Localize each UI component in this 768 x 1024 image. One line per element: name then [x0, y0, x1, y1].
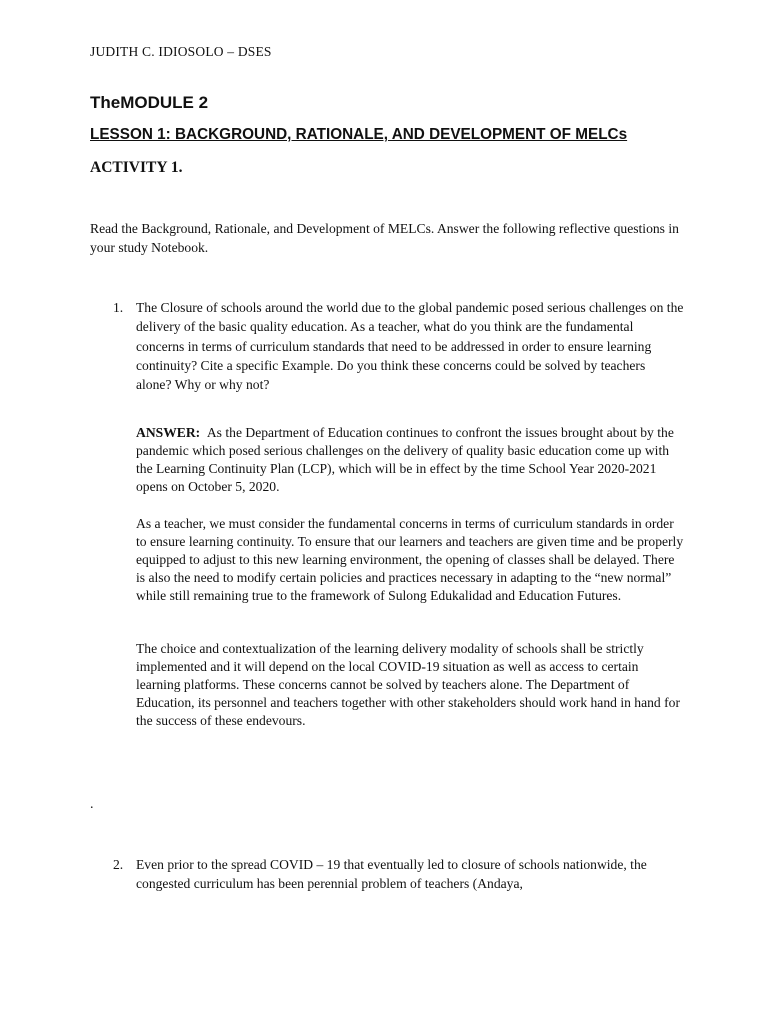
instructions-paragraph: Read the Background, Rationale, and Development of MELCs. Answer the following reflective questions in your study Notebook. — [90, 221, 679, 255]
answer-paragraph: The choice and contextualization of the learning delivery modality of schools shall be strictly implemented and it will depend on the local COVID-19 situation as well as access to certain learning platforms. These concerns cannot be solved by teachers alone. The Department of Education, its personnel and teachers together with other stakeholders should work hand in hand for the success of these endevours. — [136, 641, 680, 728]
author-header: JUDITH C. IDIOSOLO – DSES — [90, 44, 272, 59]
answer-label: ANSWER: — [136, 425, 201, 440]
answer-paragraph: As a teacher, we must consider the fundamental concerns in terms of curriculum standards in order to ensure learning continuity. To ensure that our learners and teachers are given time and be properly equipped to adjust to this new learning environment, the opening of classes shall be delayed. There is also the need to modify certain policies and practices necessary in adapting to the “new normal” while still remaining true to the framework of Sulong Edukalidad and Education Futures. — [136, 516, 684, 603]
question-number: 2. — [113, 857, 124, 872]
question-text: The Closure of schools around the world due to the global pandemic posed serious challenges on the delivery of the basic quality education. As a teacher, what do you think are the fundamental concerns in terms of curriculum standards that need to be addressed in order to ensure learning continuity? Cite a specific Example. Do you think these concerns could be solved by teachers alone? Why or why not? — [136, 300, 684, 393]
lesson-title: LESSON 1: BACKGROUND, RATIONALE, AND DEVELOPMENT OF MELCs — [90, 126, 628, 143]
answer-paragraph — [136, 424, 684, 496]
module-title: TheMODULE 2 — [90, 93, 209, 112]
activity-title: ACTIVITY 1. — [90, 159, 183, 176]
question-text: Even prior to the spread COVID – 19 that eventually led to closure of schools nationwide, the congested curriculum has been perennial problem of teachers (Andaya, — [136, 857, 647, 892]
answer-paragraph-text: As the Department of Education continues to confront the issues brought about by the pandemic which posed serious challenges on the delivery of quality basic education come up with the Learning Continuity Plan (LCP), which will be in effect by the time School Year 2020-2021 opens on October 5, 2020. — [136, 425, 674, 494]
question-number: 1. — [113, 300, 124, 315]
stray-period: . — [90, 797, 94, 812]
